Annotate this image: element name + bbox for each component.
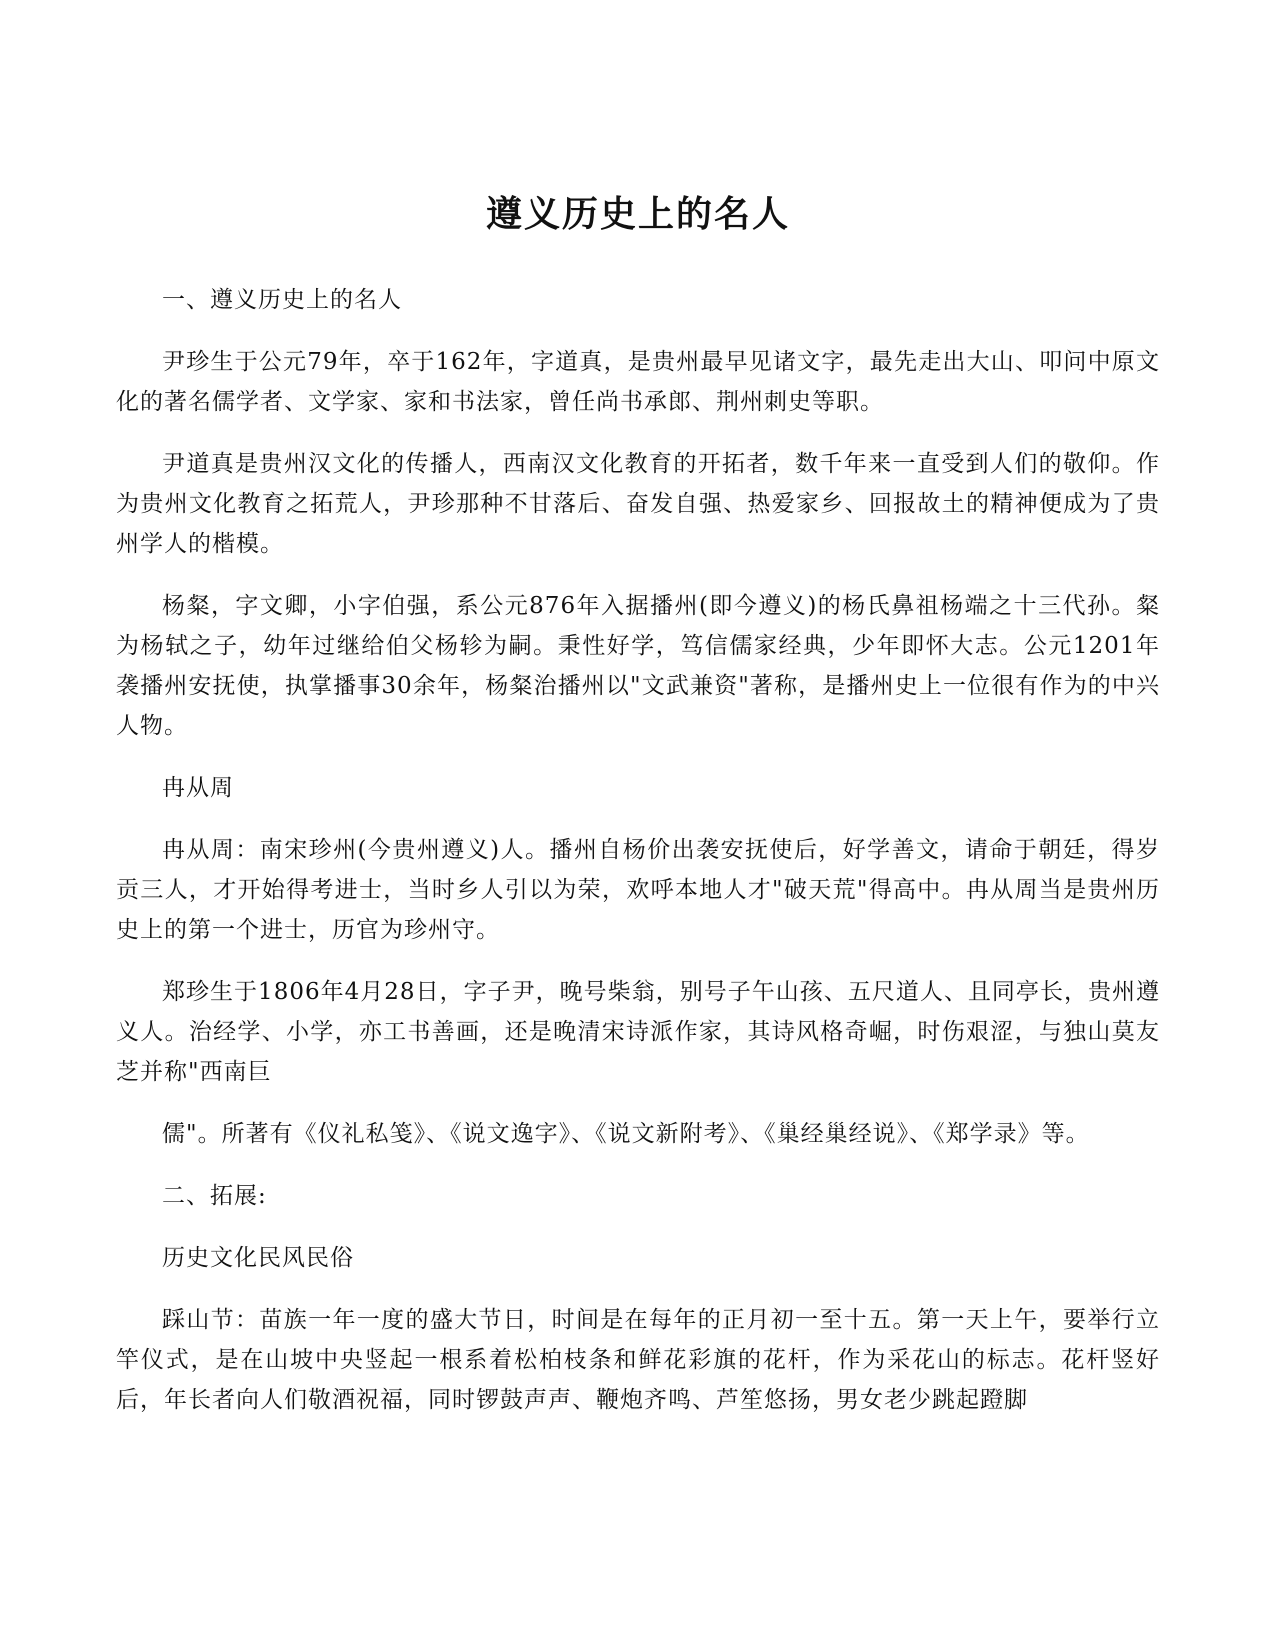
section-heading-2: 二、拓展: bbox=[162, 1183, 267, 1209]
paragraph-zheng-zhen: 郑珍生于1806年4月28日，字子尹，晚号柴翁，别号子午山孩、五尺道人、且同亭长，贵州遵义人。治经学、小学，亦工书善画，还是晚清宋诗派作家，其诗风格奇崛，时伤艰涩，与独山莫友芝并称"西南巨 bbox=[116, 979, 1160, 1085]
paragraph-ran-congzhou: 冉从周：南宋珍州(今贵州遵义)人。播州自杨价出袭安抚使后，好学善文，请命于朝廷，得岁贡三人，才开始得考进士，当时乡人引以为荣，欢呼本地人才"破天荒"得高中。冉从周当是贵州历史上的第一个进士，历官为珍州守。 bbox=[116, 837, 1160, 943]
paragraph-yin-zhen: 尹珍生于公元79年，卒于162年，字道真，是贵州最早见诸文字，最先走出大山、叩问中原文化的著名儒学者、文学家、家和书法家，曾任尚书承郎、荆州刺史等职。 bbox=[116, 349, 1160, 415]
paragraph-caishan-festival: 踩山节：苗族一年一度的盛大节日，时间是在每年的正月初一至十五。第一天上午，要举行立竿仪式，是在山坡中央竖起一根系着松柏枝条和鲜花彩旗的花杆，作为采花山的标志。花杆竖好后，年长者向人们敬酒祝福，同时锣鼓声声、鞭炮齐鸣、芦笙悠扬，男女老少跳起蹬脚 bbox=[116, 1307, 1160, 1413]
section-heading-1: 一、遵义历史上的名人 bbox=[162, 287, 402, 313]
paragraph-yin-daozhen: 尹道真是贵州汉文化的传播人，西南汉文化教育的开拓者，数千年来一直受到人们的敬仰。作为贵州文化教育之拓荒人，尹珍那种不甘落后、奋发自强、热爱家乡、回报故土的精神便成为了贵州学人的楷模。 bbox=[116, 451, 1160, 557]
document-body bbox=[116, 280, 1160, 1442]
paragraph-zheng-zhen-works: 儒"。所著有《仪礼私笺》、《说文逸字》、《说文新附考》、《巢经巢经说》、《郑学录》等。 bbox=[162, 1121, 1090, 1147]
subheading-customs: 历史文化民风民俗 bbox=[162, 1245, 354, 1271]
paragraph-yang-can: 杨粲，字文卿，小字伯强，系公元876年入据播州(即今遵义)的杨氏鼻祖杨端之十三代孙。粲为杨轼之子，幼年过继给伯父杨轸为嗣。秉性好学，笃信儒家经典，少年即怀大志。公元1201年袭播州安抚使，执掌播事30余年，杨粲治播州以"文武兼资"著称，是播州史上一位很有作为的中兴人物。 bbox=[116, 593, 1160, 739]
document-title: 遵义历史上的名人 bbox=[485, 193, 790, 235]
subheading-ran-congzhou: 冉从周 bbox=[162, 775, 234, 801]
